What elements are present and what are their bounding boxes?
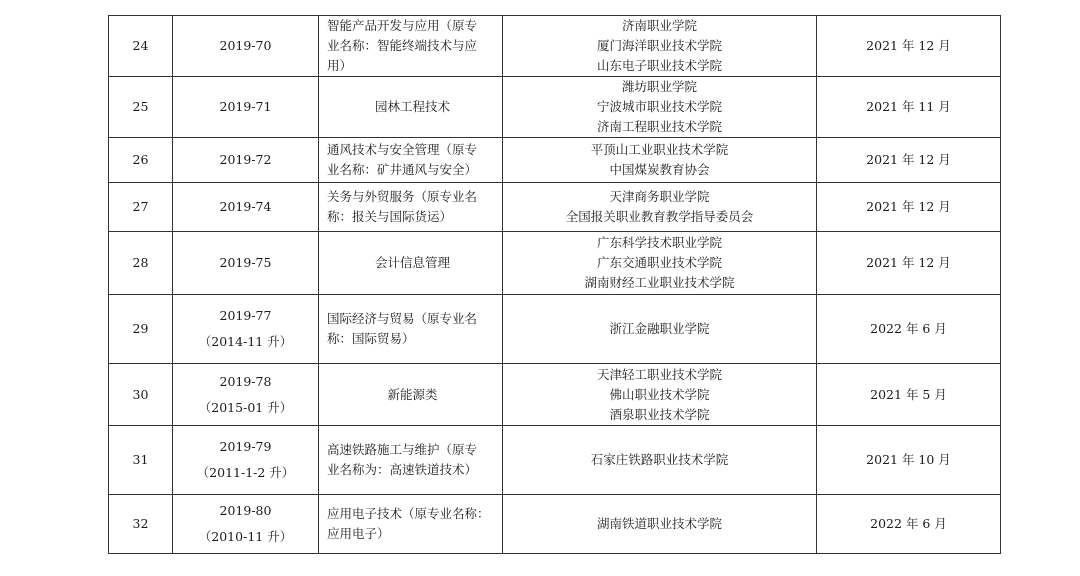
standard-code-cell (173, 495, 319, 554)
standard-code-cell-line: （2011-1-2 升） (196, 465, 295, 480)
standard-code-cell-line: （2010-11 升） (198, 529, 293, 544)
standard-code-cell (173, 295, 319, 364)
major-name-cell (319, 495, 503, 554)
institutions-cell-line: 济南职业学院 (621, 18, 697, 33)
standard-code-cell-line: （2015-01 升） (198, 399, 293, 415)
major-name-cell (319, 232, 503, 295)
institutions-cell-line: 宁波城市职业技术学院 (596, 99, 722, 114)
institutions-cell (503, 495, 817, 554)
row-number-cell: 27 (109, 183, 173, 232)
row-number-cell: 24 (109, 16, 173, 77)
row-number-cell: 25 (109, 77, 173, 138)
major-name-cell-line: 用） (327, 58, 353, 73)
major-name-cell-line: 业名称：智能终端技术与应 (327, 38, 478, 53)
completion-date-cell: 2021 年 10 月 (817, 426, 1001, 495)
major-name-cell-line: 会计信息管理 (374, 255, 450, 270)
major-name-cell-line: 新能源类 (387, 386, 438, 402)
standard-code-cell-line: 2019-80 (219, 503, 272, 518)
standards-table (108, 15, 1001, 554)
table-row (109, 495, 1001, 554)
standard-code-cell (173, 364, 319, 426)
institutions-cell-line: 浙江金融职业学院 (609, 321, 710, 336)
institutions-cell-line: 石家庄铁路职业技术学院 (590, 452, 729, 467)
institutions-cell-line: 广东科学技术职业学院 (596, 235, 722, 250)
standard-code-cell-line: 2019-77 (219, 308, 272, 323)
major-name-cell-line: 应用电子） (327, 526, 390, 541)
institutions-cell (503, 183, 817, 232)
completion-date-cell: 2022 年 6 月 (817, 495, 1001, 554)
table-row (109, 232, 1001, 295)
completion-date-cell: 2021 年 5 月 (817, 364, 1001, 426)
standard-code-cell-line: 2019-78 (219, 373, 272, 389)
standard-code-cell-line: 2019-70 (219, 38, 272, 53)
completion-date-cell: 2021 年 12 月 (817, 232, 1001, 295)
standard-code-cell (173, 138, 319, 183)
table-row (109, 16, 1001, 77)
table-body (109, 16, 1001, 554)
major-name-cell-line: 关务与外贸服务（原专业名 (327, 189, 478, 204)
major-name-cell-line: 通风技术与安全管理（原专 (327, 142, 478, 157)
major-name-cell-line: 高速铁路施工与维护（原专 (327, 442, 478, 457)
major-name-cell (319, 364, 503, 426)
standard-code-cell (173, 426, 319, 495)
institutions-cell-line: 中国煤炭教育协会 (609, 162, 710, 177)
institutions-cell-line: 天津轻工职业技术学院 (596, 366, 722, 382)
standard-code-cell (173, 16, 319, 77)
table-row (109, 295, 1001, 364)
major-name-cell (319, 16, 503, 77)
table-row (109, 183, 1001, 232)
completion-date-cell: 2021 年 12 月 (817, 138, 1001, 183)
institutions-cell (503, 295, 817, 364)
standard-code-cell-line: 2019-71 (219, 99, 272, 114)
institutions-cell-line: 佛山职业技术学院 (609, 386, 710, 402)
row-number-cell: 30 (109, 364, 173, 426)
major-name-cell-line: 应用电子技术（原专业名称： (327, 506, 490, 521)
major-name-cell-line: 智能产品开发与应用（原专 (327, 18, 478, 33)
table-row (109, 138, 1001, 183)
major-name-cell (319, 138, 503, 183)
standard-code-cell-line: 2019-74 (219, 199, 272, 214)
institutions-cell (503, 232, 817, 295)
completion-date-cell: 2021 年 11 月 (817, 77, 1001, 138)
standard-code-cell-line: 2019-75 (219, 255, 272, 270)
completion-date-cell: 2021 年 12 月 (817, 183, 1001, 232)
row-number-cell: 26 (109, 138, 173, 183)
institutions-cell-line: 广东交通职业技术学院 (596, 255, 722, 270)
major-name-cell-line: 称：国际贸易） (327, 331, 415, 346)
institutions-cell-line: 山东电子职业技术学院 (596, 58, 722, 73)
institutions-cell-line: 天津商务职业学院 (609, 189, 710, 204)
institutions-cell-line: 厦门海洋职业技术学院 (596, 38, 722, 53)
standard-code-cell (173, 183, 319, 232)
row-number-cell: 32 (109, 495, 173, 554)
major-name-cell-line: 国际经济与贸易（原专业名 (327, 311, 478, 326)
institutions-cell-line: 济南工程职业技术学院 (596, 119, 722, 134)
institutions-cell (503, 426, 817, 495)
institutions-cell-line: 湖南财经工业职业技术学院 (584, 275, 735, 290)
standard-code-cell-line: （2014-11 升） (198, 334, 293, 349)
table-row (109, 364, 1001, 426)
major-name-cell (319, 295, 503, 364)
table-row (109, 426, 1001, 495)
institutions-cell (503, 364, 817, 426)
standard-code-cell (173, 232, 319, 295)
completion-date-cell: 2022 年 6 月 (817, 295, 1001, 364)
major-name-cell-line: 园林工程技术 (374, 99, 450, 114)
row-number-cell: 29 (109, 295, 173, 364)
institutions-cell-line: 全国报关职业教育教学指导委员会 (565, 209, 754, 224)
row-number-cell: 28 (109, 232, 173, 295)
major-name-cell-line: 业名称为：高速铁道技术） (327, 462, 478, 477)
institutions-cell (503, 77, 817, 138)
institutions-cell-line: 潍坊职业学院 (621, 79, 697, 94)
major-name-cell (319, 183, 503, 232)
institutions-cell-line: 平顶山工业职业技术学院 (590, 142, 729, 157)
row-number-cell: 31 (109, 426, 173, 495)
major-name-cell (319, 426, 503, 495)
standard-code-cell-line: 2019-79 (219, 439, 272, 454)
institutions-cell (503, 138, 817, 183)
standard-code-cell-line: 2019-72 (219, 152, 272, 167)
institutions-cell-line: 湖南铁道职业技术学院 (596, 516, 722, 531)
institutions-cell-line: 酒泉职业技术学院 (609, 406, 710, 422)
major-name-cell-line: 业名称：矿井通风与安全） (327, 162, 478, 177)
major-name-cell (319, 77, 503, 138)
completion-date-cell: 2021 年 12 月 (817, 16, 1001, 77)
institutions-cell (503, 16, 817, 77)
major-name-cell-line: 称：报关与国际货运） (327, 209, 453, 224)
table-row (109, 77, 1001, 138)
standard-code-cell (173, 77, 319, 138)
